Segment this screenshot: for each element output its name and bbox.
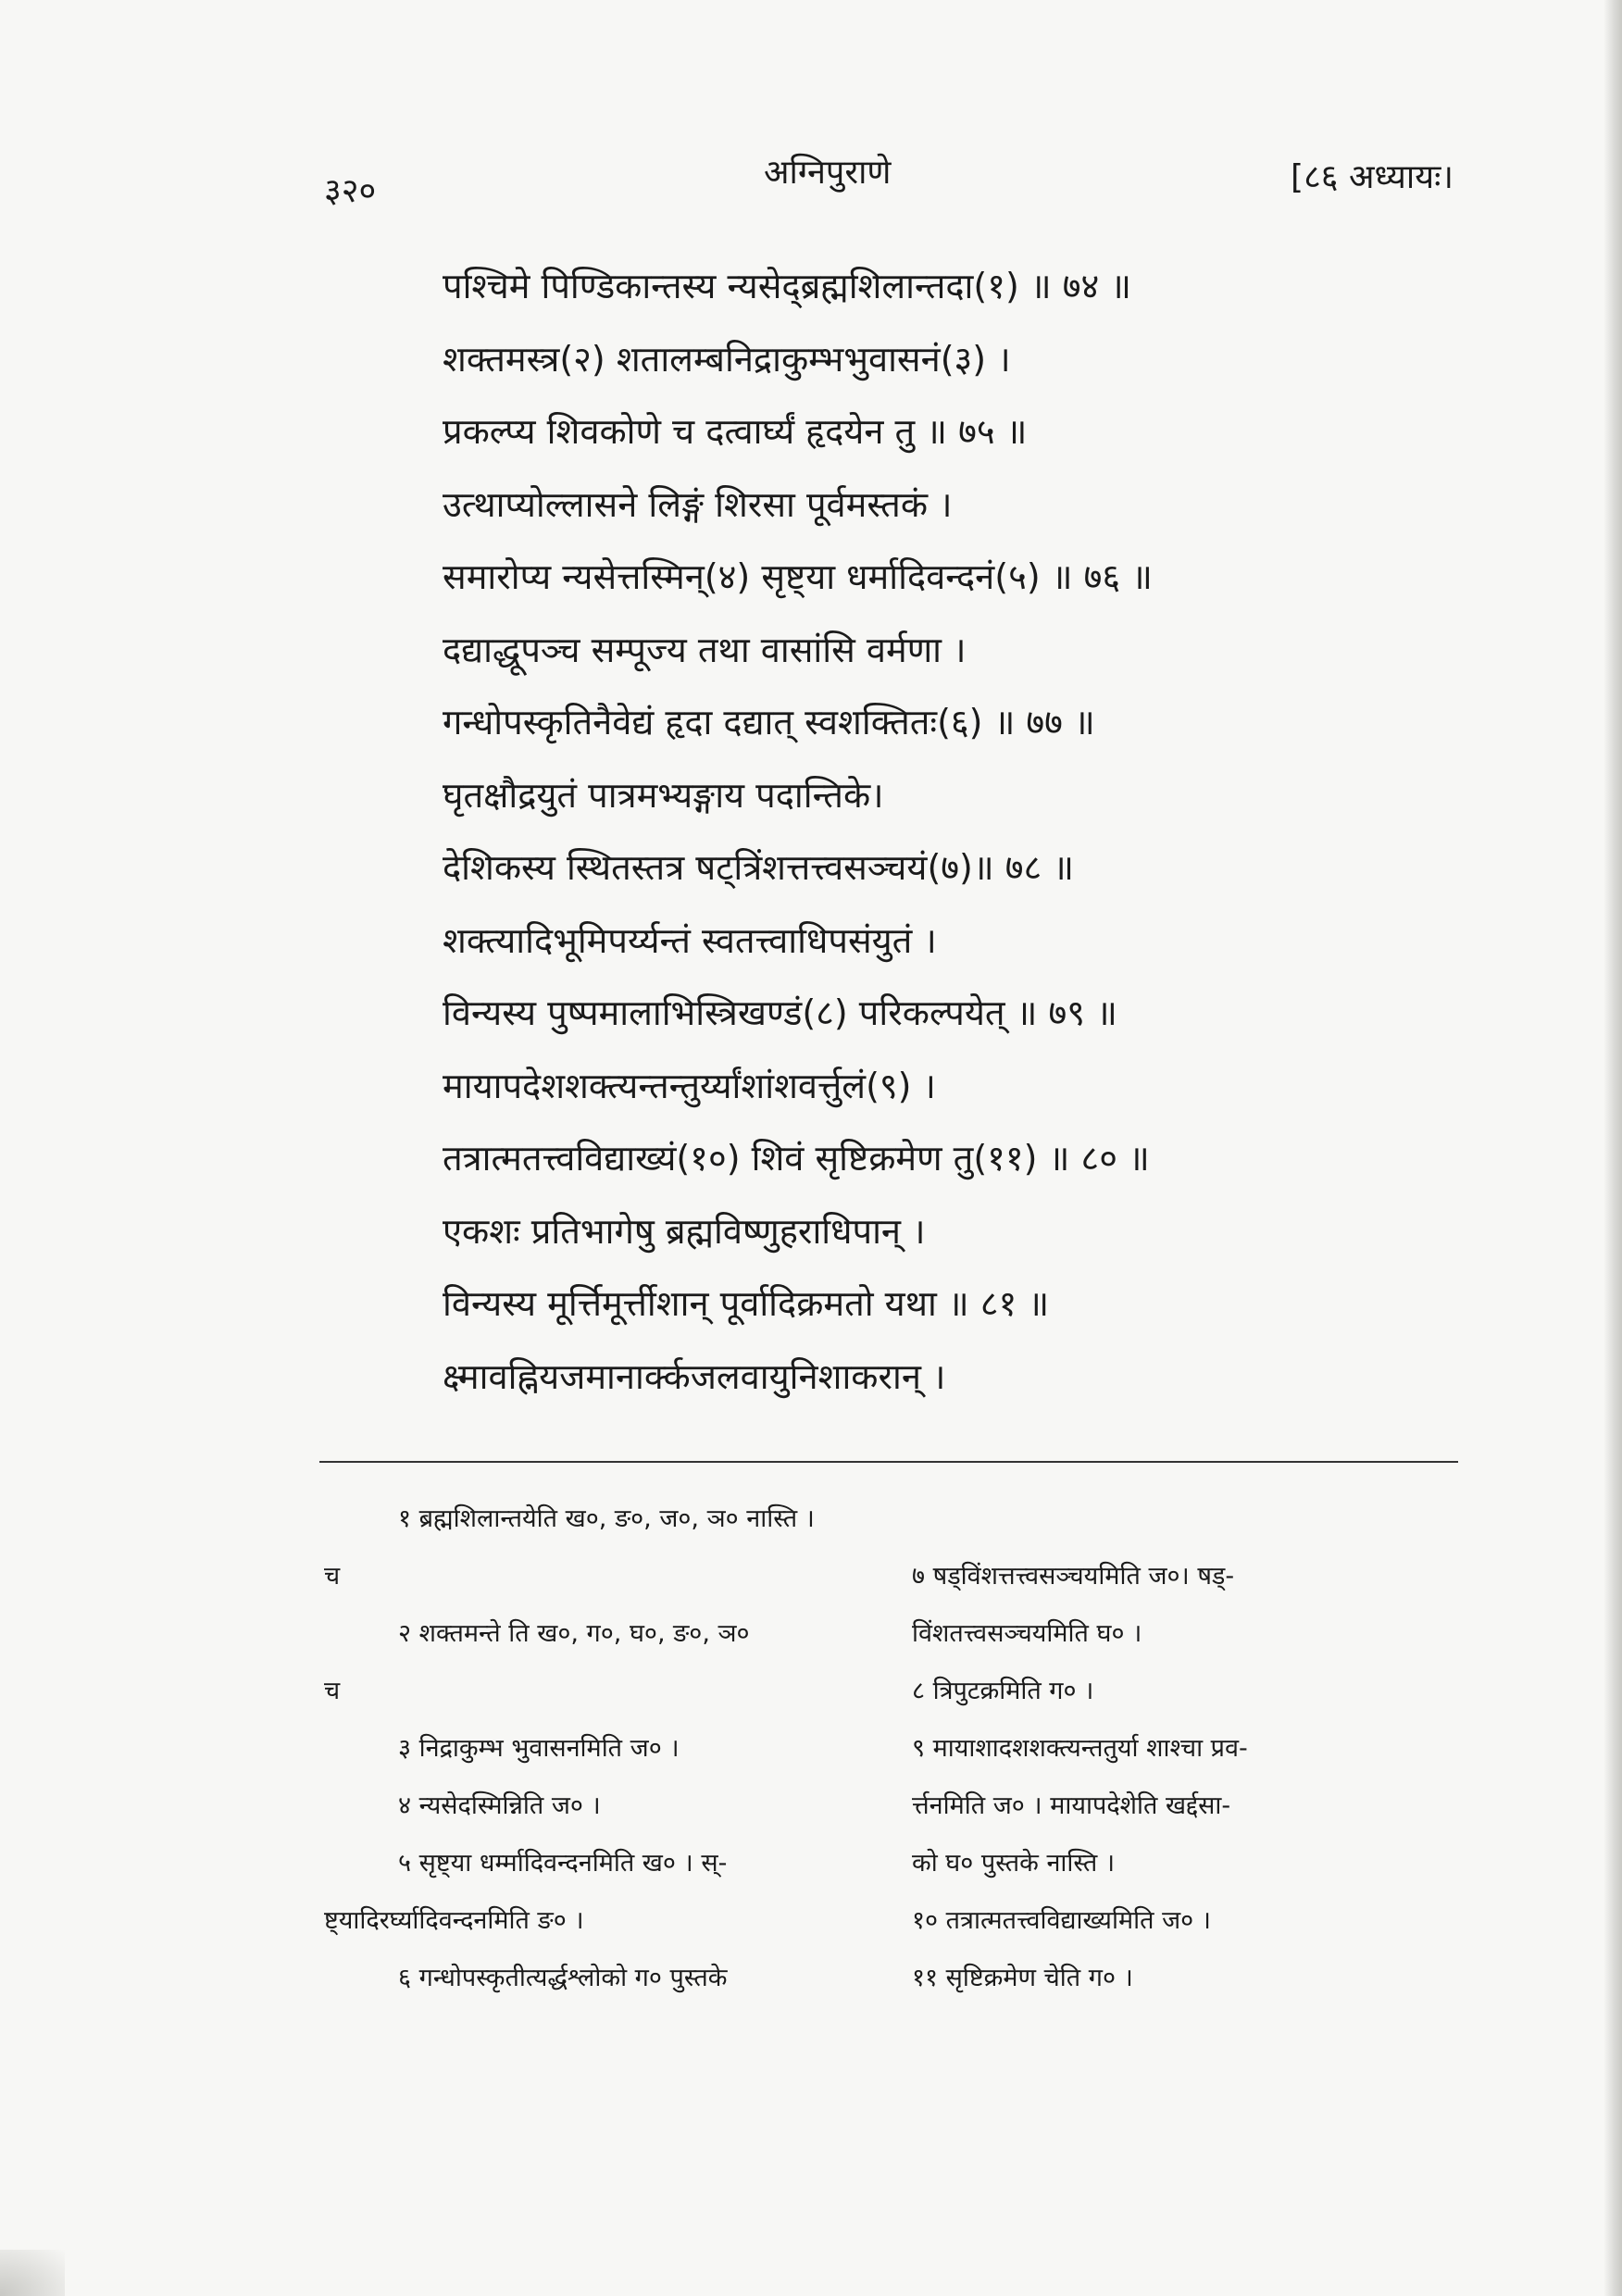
footnote-left: ६ गन्धोपस्कृतीत्यर्द्धश्लोको ग० पुस्तके [398, 1964, 728, 1992]
verse-line: पश्चिमे पिण्डिकान्तस्य न्यसेद्ब्रह्मशिलान्तदा(१) ॥ ७४ ॥ [443, 266, 1132, 306]
footnote-left: ष्ट्यादिरर्घ्यादिवन्दनमिति ङ० । [324, 1906, 584, 1935]
verse-line: प्रकल्प्य शिवकोणे च दत्वार्घ्यं हृदयेन तु ॥ ७५ ॥ [443, 411, 1028, 452]
verse-line: तत्रात्मतत्त्वविद्याख्यं(१०) शिवं सृष्टिक्रमेण तु(११) ॥ ८० ॥ [443, 1138, 1150, 1179]
footnote-right: ११ सृष्टिक्रमेण चेति ग० । [912, 1964, 1133, 1992]
footnote-right: र्त्तनमिति ज० । मायापदेशेति खर्द्दसा- [912, 1791, 1231, 1820]
footnote-left: च [324, 1562, 341, 1591]
footnote-right: ७ षड्विंशत्तत्त्वसञ्चयमिति ज०। षड्- [912, 1562, 1235, 1591]
footnote-left: १ ब्रह्मशिलान्तयेति ख०, ङ०, ज०, ञ० नास्ति । [398, 1504, 815, 1533]
footnote-right: विंशतत्त्वसञ्चयमिति घ० । [912, 1619, 1142, 1648]
footnote-left: च [324, 1677, 341, 1705]
footnotes [324, 1492, 1472, 2009]
footnote-row [324, 1779, 1472, 1837]
footnote-right: १० तत्रात्मतत्त्वविद्याख्यमिति ज० । [912, 1906, 1211, 1935]
footnote-right: ८ त्रिपुटक्रमिति ग० । [912, 1677, 1094, 1705]
verse-line: क्ष्मावह्नियजमानार्क्कजलवायुनिशाकरान् । [443, 1355, 946, 1397]
footnote-row [324, 1550, 1472, 1607]
page-header [324, 148, 1454, 222]
running-title: अग्निपुराणे [764, 154, 892, 192]
verse-line: देशिकस्य स्थितस्तत्र षट्त्रिंशत्तत्त्वसञ्चयं(७)॥ ७८ ॥ [443, 847, 1075, 888]
verse-line: विन्यस्य पुष्पमालाभिस्त्रिखण्डं(८) परिकल्पयेत् ॥ ७९ ॥ [443, 992, 1117, 1033]
chapter-label: [८६ अध्यायः। [1291, 158, 1454, 196]
page-number: ३२० [324, 172, 377, 210]
footnote-left: ३ निद्राकुम्भ भुवासनमिति ज० । [398, 1734, 680, 1763]
footnote-right: ९ मायाशादशशक्त्यन्ततुर्या शाश्चा प्रव- [912, 1734, 1248, 1763]
verse-line: दद्याद्धूपञ्च सम्पूज्य तथा वासांसि वर्मणा । [443, 629, 967, 670]
verse-line: उत्थाप्योल्लासने लिङ्गं शिरसा पूर्वमस्तकं । [443, 483, 953, 525]
footnote-row [324, 1837, 1472, 1894]
footnote-left: ४ न्यसेदस्मिन्निति ज० । [398, 1791, 601, 1820]
verse-line: एकशः प्रतिभागेषु ब्रह्मविष्णुहराधिपान् । [443, 1210, 926, 1252]
footnote-row [324, 1722, 1472, 1779]
footnote-left: २ शक्तमन्ते ति ख०, ग०, घ०, ङ०, ञ० [398, 1619, 750, 1648]
verse-line: शक्त्यादिभूमिपर्य्यन्तं स्वतत्त्वाधिपसंयुतं । [443, 919, 937, 961]
page-edge-shadow [1603, 0, 1622, 2296]
footnote-row [324, 1665, 1472, 1722]
verse-line: मायापदेशशक्त्यन्तन्तुर्य्यांशांशवर्त्तुलं(९) । [443, 1065, 936, 1106]
footnote-left: ५ सृष्ट्या धर्म्मादिवन्दनमिति ख० । स्- [398, 1849, 728, 1878]
verse-line: विन्यस्य मूर्त्तिमूर्त्तीशान् पूर्वादिक्रमतो यथा ॥ ८१ ॥ [443, 1283, 1050, 1324]
footnote-row [324, 1607, 1472, 1665]
verse-block [443, 250, 1461, 1413]
footnote-right: को घ० पुस्तके नास्ति । [912, 1849, 1116, 1878]
verse-line: घृतक्षौद्रयुतं पात्रमभ्यङ्गाय पदान्तिके। [443, 774, 884, 816]
footnote-divider [319, 1461, 1458, 1463]
verse-line: समारोप्य न्यसेत्तस्मिन्(४) सृष्ट्या धर्मादिवन्दनं(५) ॥ ७६ ॥ [443, 556, 1153, 597]
verse-line: शक्तमस्त्र(२) शतालम्बनिद्राकुम्भभुवासनं(३) । [443, 338, 1011, 380]
scan-corner-shadow [0, 2250, 65, 2296]
verse-line: गन्धोपस्कृतिनैवेद्यं हृदा दद्यात् स्वशक्तितः(६) ॥ ७७ ॥ [443, 702, 1095, 742]
footnote-row [324, 1894, 1472, 1952]
footnote-row [324, 1492, 1472, 1550]
footnote-row [324, 1952, 1472, 2009]
